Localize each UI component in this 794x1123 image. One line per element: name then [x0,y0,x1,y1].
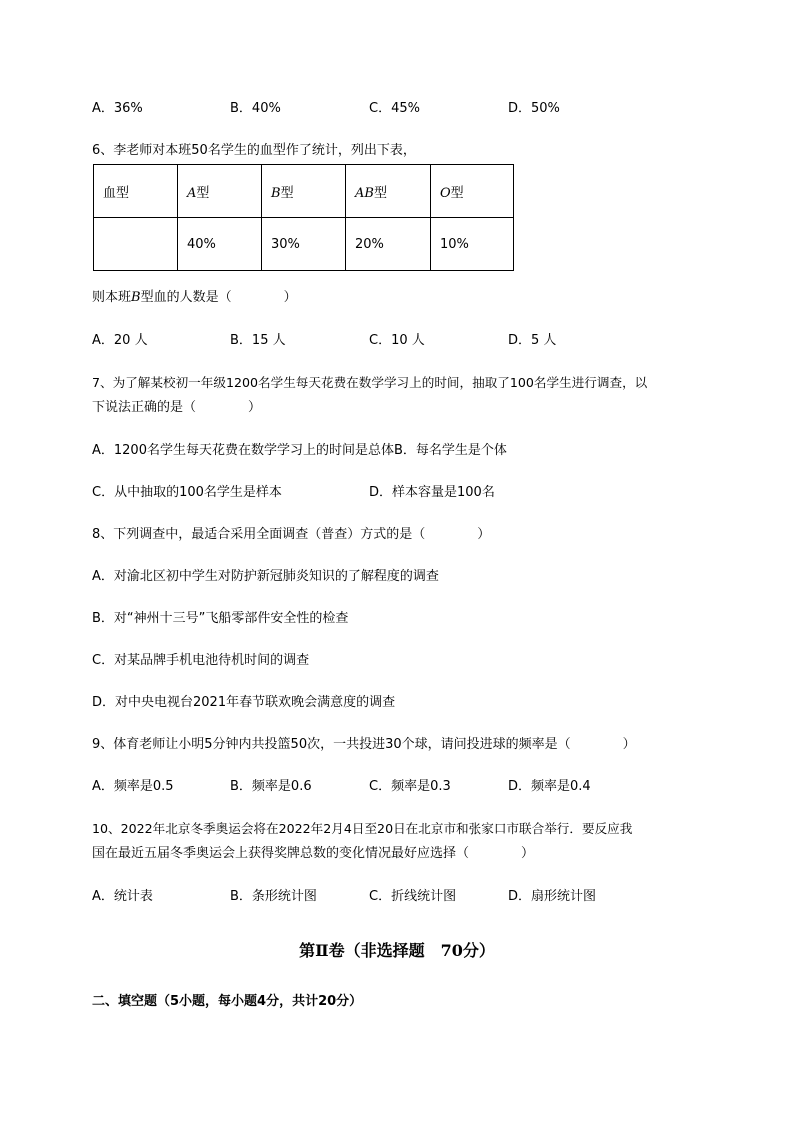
q8-stem: 8、下列调查中，最适合采用全面调查（普查）方式的是（ ） [92,527,491,542]
table-cell: 40% [178,218,262,271]
q9-option-c: C．频率是0.3 [369,779,451,794]
table-header-cell: AB型 [346,165,431,218]
table-cell: 10% [431,218,514,271]
table-header-cell: B型 [262,165,346,218]
q9-option-a: A．频率是0.5 [92,779,174,794]
q5-option-a: A．36% [92,101,143,116]
q8-option-c: C．对某品牌手机电池待机时间的调查 [92,653,310,668]
q5-option-c: C．45% [369,101,420,116]
q5-option-d: D．50% [508,101,560,116]
table-header-cell: O型 [431,165,514,218]
q6-option-b: B．15 人 [230,333,286,348]
q10-option-d: D．扇形统计图 [508,889,597,904]
q7-stem-line1: 7、为了解某校初一年级1200名学生每天花费在数学学习上的时间，抽取了100名学生进行调查，以 [92,375,648,390]
q7-option-c: C．从中抽取的100名学生是样本 [92,485,282,500]
q8-option-a: A．对渝北区初中学生对防护新冠肺炎知识的了解程度的调查 [92,569,439,584]
table-cell: 20% [346,218,431,271]
q6-stem: 6、李老师对本班50名学生的血型作了统计，列出下表， [92,143,416,158]
q10-option-a: A．统计表 [92,889,153,904]
q7-option-a: A．1200名学生每天花费在数学学习上的时间是总体B．每名学生是个体 [92,443,507,458]
q10-stem-line1: 10、2022年北京冬季奥运会将在2022年2月4日至20日在北京市和张家口市联合举行．要反应我 [92,821,633,836]
q8-option-b: B．对“神州十三号”飞船零部件安全性的检查 [92,611,349,626]
q10-stem-line2: 国在最近五届冬季奥运会上获得奖牌总数的变化情况最好应选择（ ） [92,846,535,861]
table-cell: 30% [262,218,346,271]
q9-stem: 9、体育老师让小明5分钟内共投篮50次，一共投进30个球，请问投进球的频率是（ ） [92,737,636,752]
q6-follow-up: 则本班B型血的人数是（ ） [92,290,297,305]
table-header-cell: A型 [178,165,262,218]
q6-option-c: C．10 人 [369,333,425,348]
q10-option-c: C．折线统计图 [369,889,457,904]
q7-stem-line2: 下说法正确的是（ ） [92,400,262,415]
section-title: 二、填空题（5小题，每小题4分，共计20分） [92,994,363,1009]
table-cell [94,218,178,271]
table-row [94,218,514,271]
q8-option-d: D．对中央电视台2021年春节联欢晚会满意度的调查 [92,695,396,710]
q9-option-b: B．频率是0.6 [230,779,312,794]
table-row [94,165,514,218]
table-header-cell: 血型 [94,165,178,218]
q6-option-a: A．20 人 [92,333,148,348]
blood-type-table [93,164,514,271]
q5-option-b: B．40% [230,101,281,116]
q7-option-d: D．样本容量是100名 [369,485,495,500]
part2-heading: 第Ⅱ卷（非选择题 70分） [299,941,495,960]
q6-option-d: D．5 人 [508,333,557,348]
q10-option-b: B．条形统计图 [230,889,317,904]
q9-option-d: D．频率是0.4 [508,779,591,794]
